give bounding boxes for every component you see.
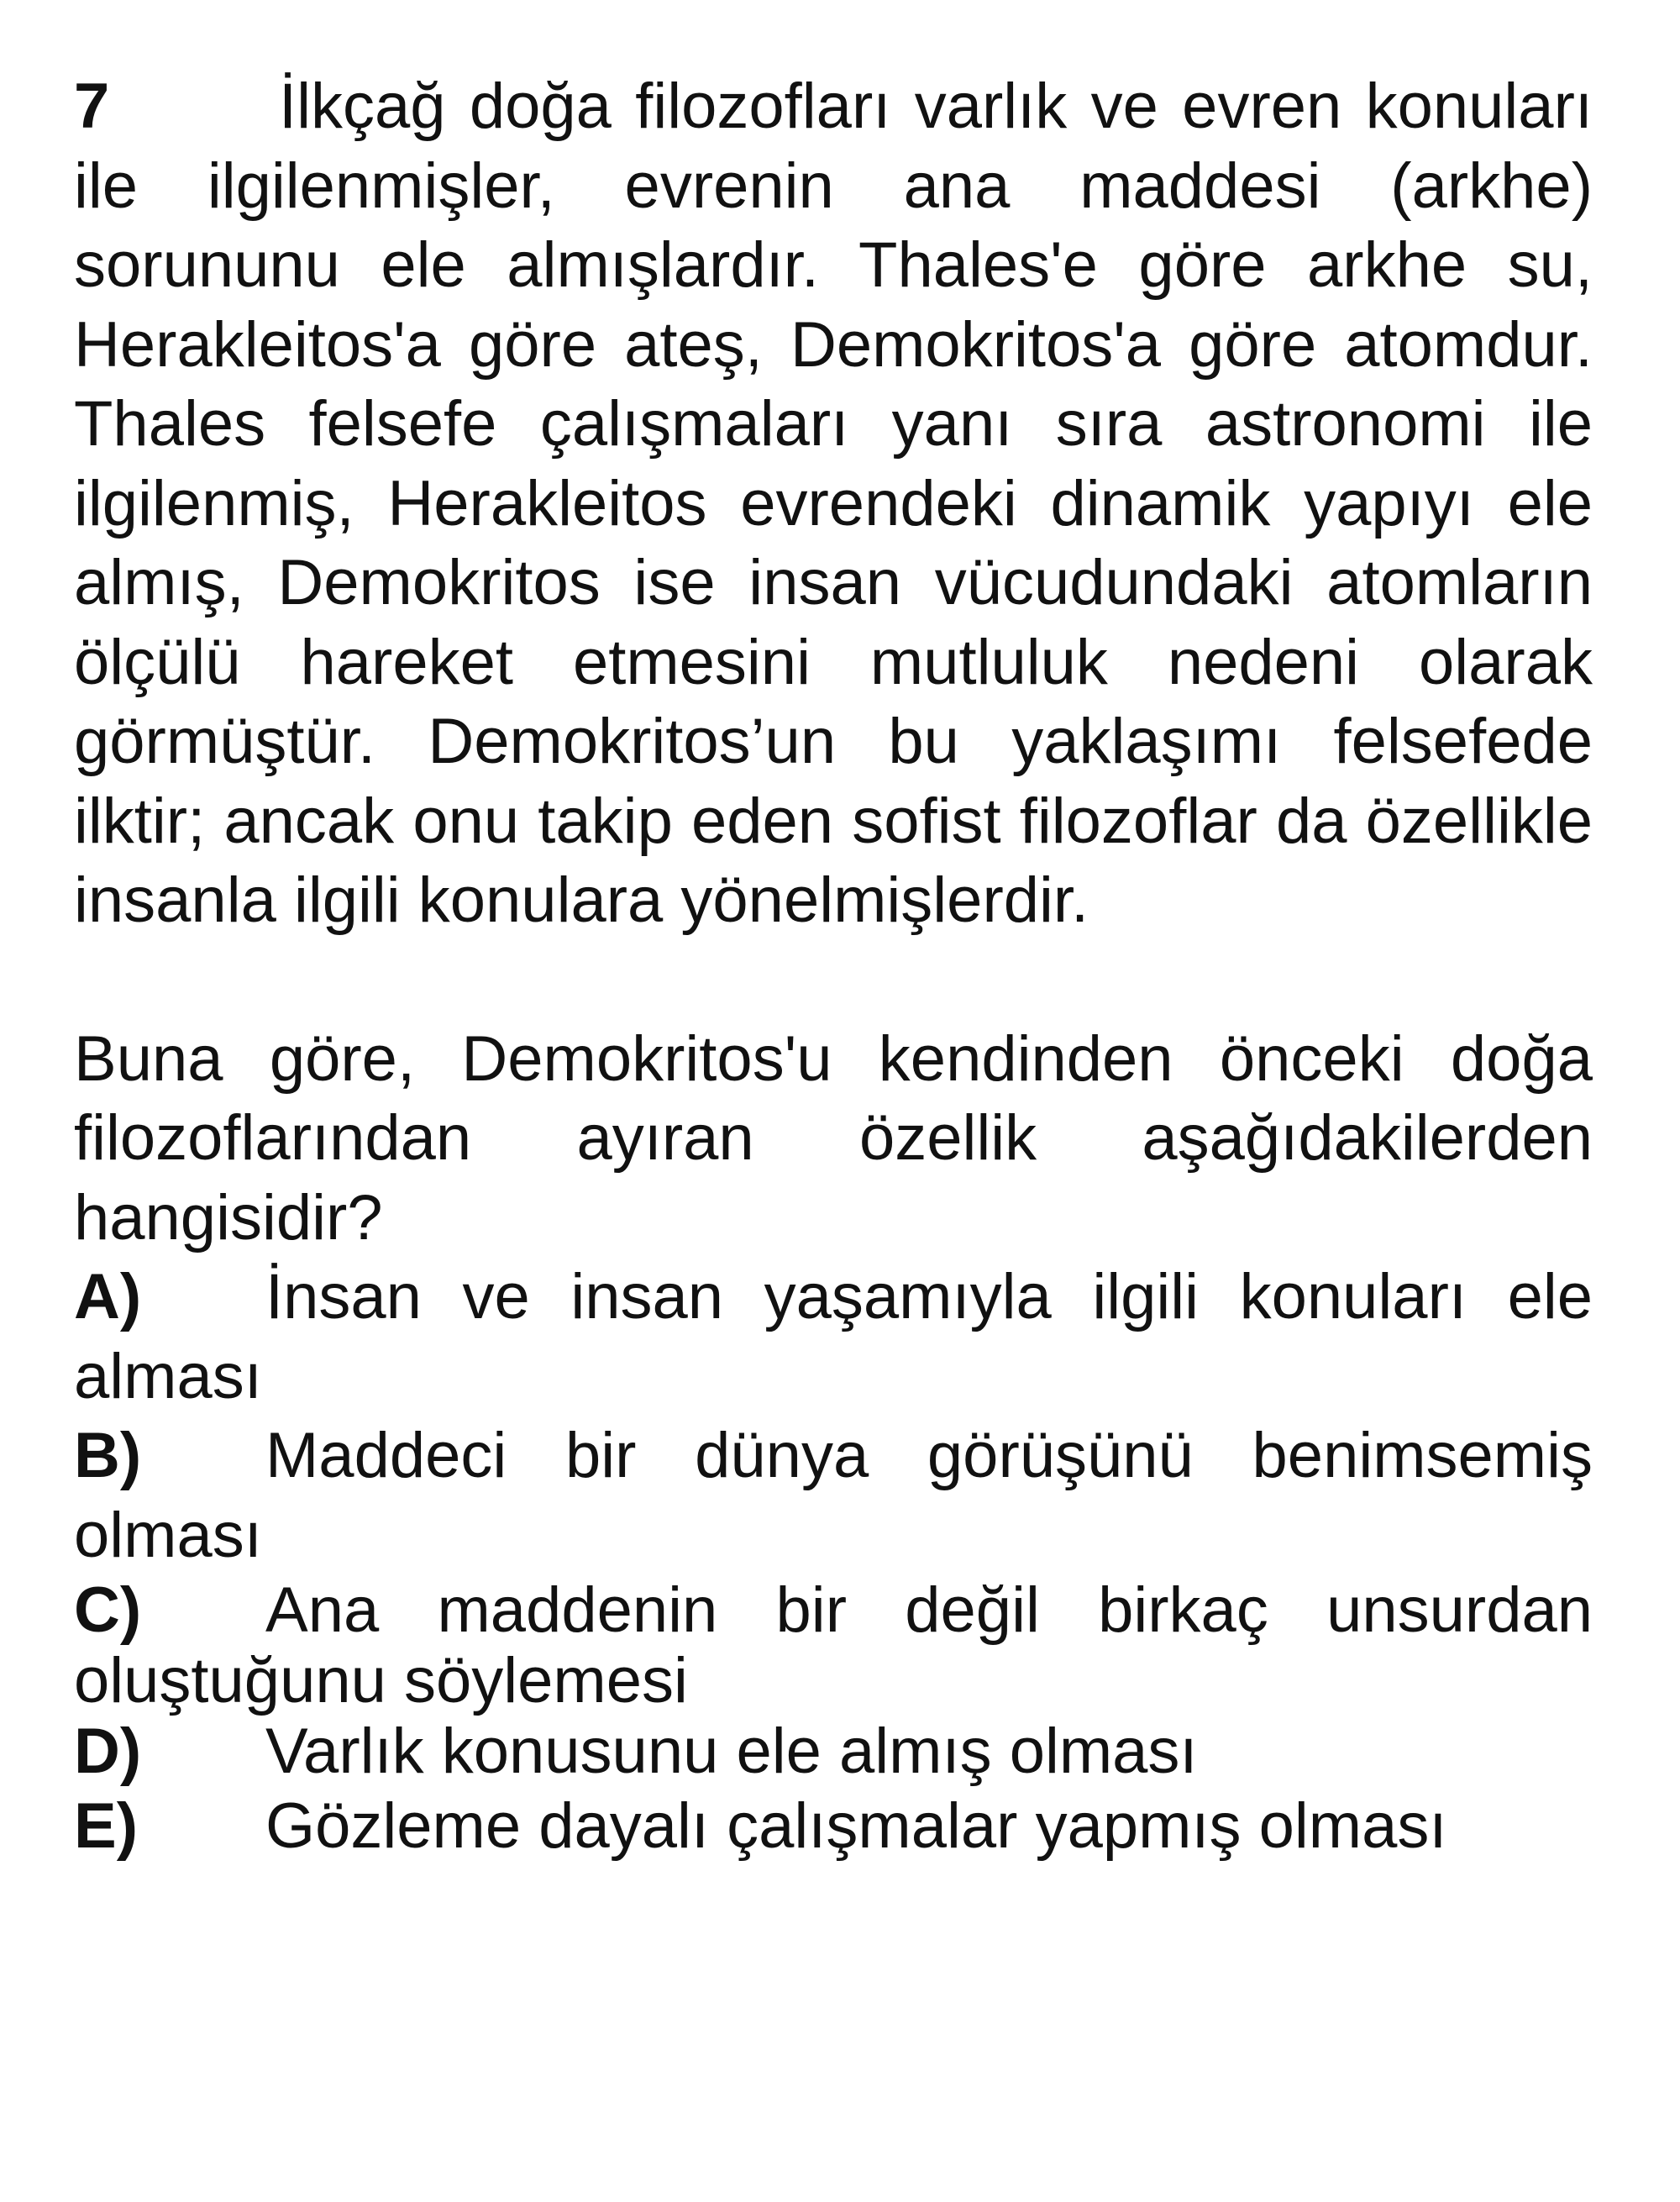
option-a-text: İnsan ve insan yaşamıyla ilgili konuları ele alması [74, 1261, 1593, 1412]
option-d-letter: D) [74, 1716, 142, 1787]
option-e[interactable] [74, 1787, 1593, 1867]
option-b-letter: B) [74, 1420, 142, 1491]
option-e-letter: E) [74, 1790, 138, 1862]
option-d[interactable] [74, 1716, 1593, 1787]
question-prompt: Buna göre, Demokritos'u kendinden önceki doğa filozoflarından ayıran özellik aşağıdakilerden hangisidir? [74, 1022, 1593, 1253]
option-c[interactable] [74, 1575, 1593, 1716]
option-e-text: Gözleme dayalı çalışmalar yapmış olması [265, 1790, 1447, 1862]
option-b-text: Maddeci bir dünya görüşünü benimsemiş olması [74, 1420, 1593, 1571]
option-b[interactable] [74, 1416, 1593, 1575]
answer-options [74, 1258, 1593, 1867]
question-number: 7 [74, 71, 110, 142]
option-c-letter: C) [74, 1574, 142, 1646]
option-c-text: Ana maddenin bir değil birkaç unsurdan oluştuğunu söylemesi [74, 1574, 1593, 1716]
question-passage: İlkçağ doğa filozofları varlık ve evren konuları ile ilgilenmişler, evrenin ana maddesi (arkhe) sorununu ele almışlardır. Thales'e göre arkhe su, Herakleitos'a göre ateş, Demokritos'a göre atomdur. Thales felsefe çalışmaları yanı sıra astronomi ile ilgilenmiş, Herakleitos evrendeki dinamik yapıyı ele almış, Demokritos ise insan vücudundaki atomların ölçülü hareket etmesini mutluluk nedeni olarak görmüştür. Demokritos’un bu yaklaşımı felsefede ilktir; ancak onu takip eden sofist filozoflar da özellikle insanla ilgili konulara yönelmişlerdir. [74, 71, 1593, 936]
option-a[interactable] [74, 1258, 1593, 1416]
option-d-text: Varlık konusunu ele almış olması [265, 1716, 1198, 1787]
question-page [74, 67, 1593, 1867]
option-a-letter: A) [74, 1261, 142, 1332]
question-passage-block [74, 67, 1593, 941]
